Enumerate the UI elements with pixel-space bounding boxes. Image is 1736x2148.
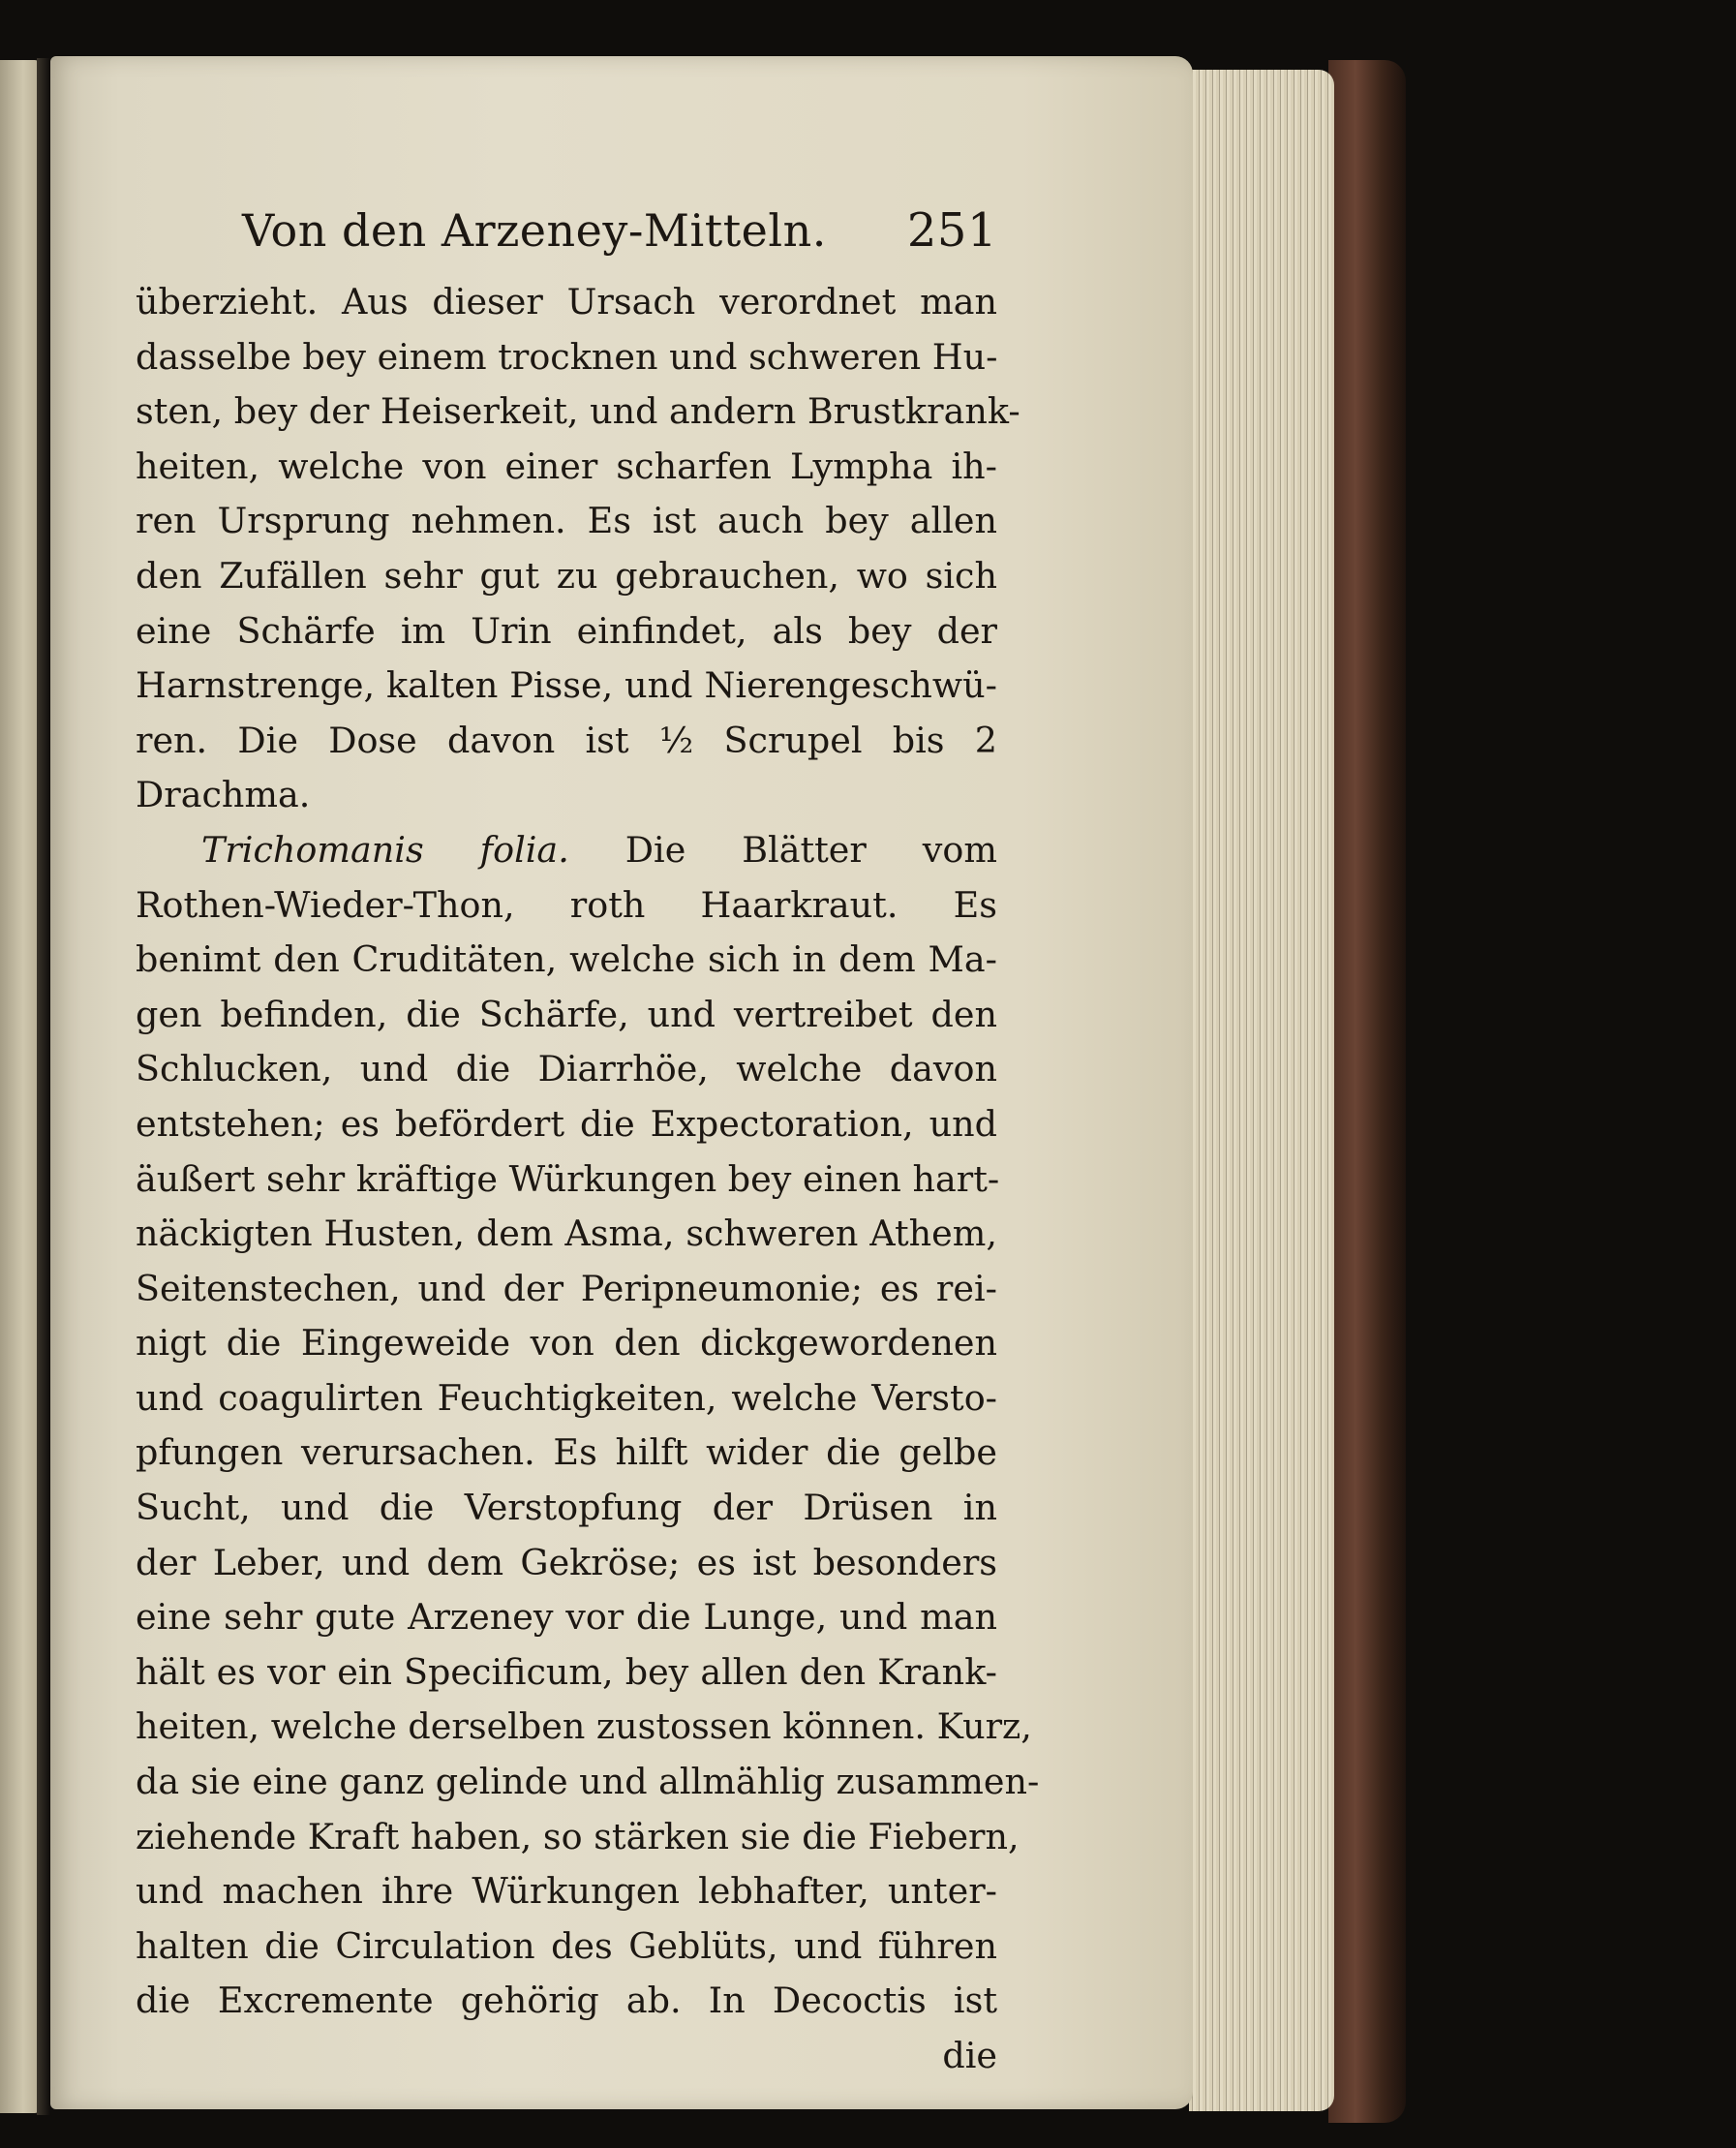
- text-line: Seitenstechen, und der Peripneumonie; es rei-: [136, 1267, 997, 1309]
- text-line: Sucht, und die Verstopfung der Drüsen in: [136, 1487, 997, 1529]
- previous-page-edge: [0, 60, 39, 2113]
- text-line: Drachma.: [136, 774, 311, 816]
- catchword: die: [942, 2035, 997, 2076]
- text-line: halten die Circulation des Geblüts, und führen: [136, 1924, 997, 1967]
- page-number: 251: [906, 203, 997, 258]
- running-head-title: Von den Arzeney-Mitteln.: [242, 204, 827, 257]
- entry-first-line: [136, 823, 997, 878]
- text-line: ziehende Kraft haben, so stärken sie die Fiebern,: [136, 1815, 1020, 1857]
- text-line: ren. Die Dose davon ist ½ Scrupel bis 2: [136, 719, 997, 761]
- text-line: den Zufällen sehr gut zu gebrauchen, wo sich: [136, 554, 997, 597]
- text-line: entstehen; es befördert die Expectoration, und: [136, 1102, 997, 1145]
- entry-trichomanis: [136, 823, 1040, 2029]
- text-line: näckigten Husten, dem Asma, schweren Athem,: [136, 1212, 997, 1255]
- entry-first-line-rest: Die Blätter vom: [624, 828, 997, 871]
- text-line: hält es vor ein Specificum, bey allen den Krank-: [136, 1650, 997, 1693]
- text-line: und coagulirten Feuchtigkeiten, welche Versto-: [136, 1376, 997, 1419]
- text-line: ren Ursprung nehmen. Es ist auch bey allen: [136, 500, 997, 542]
- text-line: da sie eine ganz gelinde und allmählig zusammen-: [136, 1761, 1040, 1803]
- text-line: überzieht. Aus dieser Ursach verordnet man: [136, 281, 997, 322]
- text-line: äußert sehr kräftige Würkungen bey einen hart-: [136, 1157, 1000, 1200]
- text-line: gen befinden, die Schärfe, und vertreibet den: [136, 993, 997, 1035]
- text-line: die Excremente gehörig ab. In Decoctis ist: [136, 1979, 997, 2022]
- text-line: der Leber, und dem Gekröse; es ist besonders: [136, 1541, 997, 1583]
- text-line: pfungen verursachen. Es hilft wider die gelbe: [136, 1431, 997, 1474]
- text-line: heiten, welche von einer scharfen Lympha ih-: [136, 445, 997, 487]
- text-line: eine sehr gute Arzeney vor die Lunge, und man: [136, 1596, 997, 1639]
- running-head: [136, 203, 997, 258]
- text-line: benimt den Cruditäten, welche sich in dem Ma-: [136, 938, 997, 981]
- text-line: und machen ihre Würkungen lebhafter, unter-: [136, 1870, 997, 1913]
- book-cover: [1328, 60, 1406, 2123]
- text-line: heiten, welche derselben zustossen können. Kurz,: [136, 1705, 1032, 1748]
- paragraph-continued: [136, 275, 1020, 823]
- text-line: nigt die Eingeweide von den dickgewordenen: [136, 1322, 997, 1365]
- gutter-shadow: [37, 58, 50, 2115]
- text-line: sten, bey der Heiserkeit, und andern Brustkrank-: [136, 390, 1020, 433]
- page-content: [136, 203, 1040, 2084]
- text-line: eine Schärfe im Urin einfindet, als bey der: [136, 609, 997, 652]
- page-stack-edges: [1189, 70, 1334, 2111]
- text-line: Harnstrenge, kalten Pisse, und Nierengeschwü-: [136, 664, 997, 707]
- latin-name: Trichomanis folia.: [201, 828, 569, 871]
- text-line: dasselbe bey einem trocknen und schweren Hu-: [136, 335, 998, 378]
- text-line: Rothen-Wieder-Thon, roth Haarkraut. Es: [136, 883, 997, 926]
- text-line: Schlucken, und die Diarrhöe, welche davon: [136, 1048, 997, 1090]
